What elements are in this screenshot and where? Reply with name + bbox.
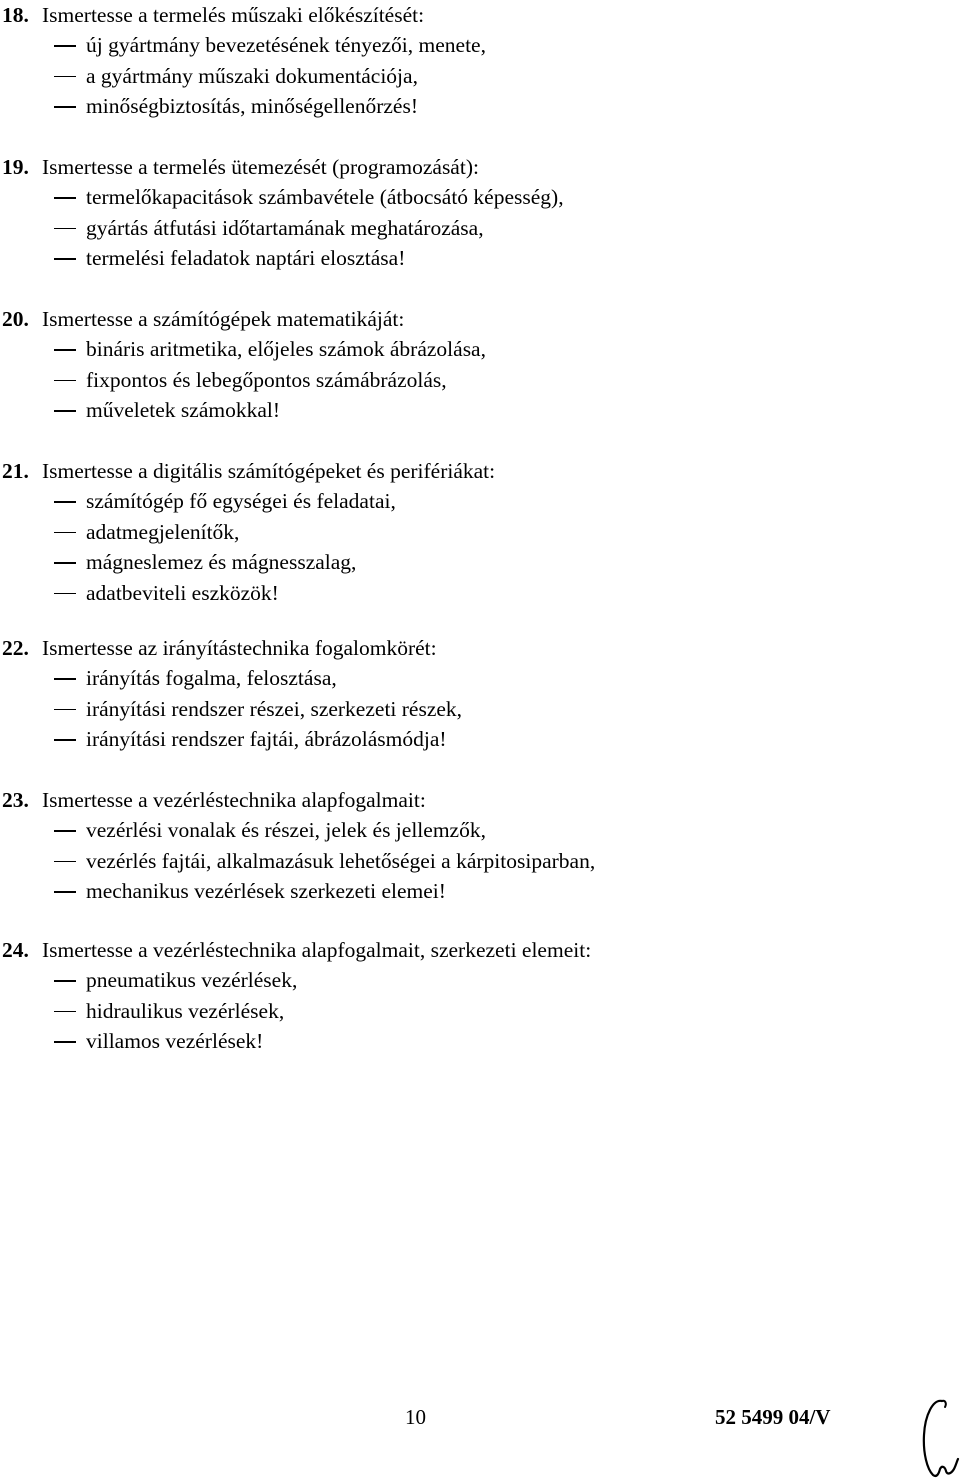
list-item-text: műveletek számokkal! [86,398,281,423]
dash-bullet-icon [54,197,76,198]
dash-bullet-icon [54,830,76,831]
question-heading [2,785,942,815]
question-24 [2,935,942,1057]
question-title: Ismertesse a digitális számítógépeket és perifériákat: [42,459,496,483]
question-22 [2,633,942,755]
list-item-text: termelési feladatok naptári elosztása! [86,246,406,271]
page-number: 10 [405,1405,426,1429]
dash-bullet-icon [54,1041,76,1042]
list-item [2,965,942,995]
dash-bullet-icon [54,891,76,892]
list-item [2,30,942,60]
question-18 [2,0,942,122]
list-item [2,334,942,364]
question-number: 23. [2,788,29,812]
list-item [2,996,942,1026]
list-item-text: irányítási rendszer részei, szerkezeti részek, [86,696,463,721]
list-item [2,486,942,516]
document-code: 52 5499 04/V [715,1405,831,1429]
list-item-text: minőségbiztosítás, minőségellenőrzés! [86,94,418,119]
list-item-text: adatmegjelenítők, [86,519,240,544]
question-21 [2,456,942,608]
list-item-text: hidraulikus vezérlések, [86,998,285,1023]
list-item [2,61,942,91]
dash-bullet-icon [54,258,76,259]
dash-bullet-icon [54,562,76,563]
list-item [2,547,942,577]
list-item-text: számítógép fő egységei és feladatai, [86,489,396,514]
dash-bullet-icon [54,532,76,533]
dash-bullet-icon [54,593,76,594]
list-item-text: mágneslemez és mágnesszalag, [86,550,357,575]
question-heading [2,0,942,30]
list-item-text: mechanikus vezérlések szerkezeti elemei! [86,879,446,904]
question-heading [2,304,942,334]
list-item [2,815,942,845]
list-item [2,395,942,425]
dash-bullet-icon [54,1011,76,1012]
list-item-text: villamos vezérlések! [86,1029,264,1054]
list-item [2,578,942,608]
question-title: Ismertesse a számítógépek matematikáját: [42,307,405,331]
dash-bullet-icon [54,76,76,77]
dash-bullet-icon [54,228,76,229]
list-item [2,243,942,273]
list-item-text: irányítás fogalma, felosztása, [86,666,337,691]
list-item-text: új gyártmány bevezetésének tényezői, menete, [86,33,486,58]
dash-bullet-icon [54,739,76,740]
list-item-text: a gyártmány műszaki dokumentációja, [86,63,418,88]
question-number: 19. [2,155,29,179]
question-title: Ismertesse az irányítástechnika fogalomkörét: [42,636,437,660]
question-title: Ismertesse a termelés ütemezését (programozását): [42,155,479,179]
dash-bullet-icon [54,501,76,502]
question-title: Ismertesse a vezérléstechnika alapfogalmait: [42,788,426,812]
list-item [2,694,942,724]
list-item [2,876,942,906]
question-number: 22. [2,636,29,660]
list-item [2,517,942,547]
question-heading [2,935,942,965]
dash-bullet-icon [54,410,76,411]
list-item-text: irányítási rendszer fajtái, ábrázolásmódja! [86,727,447,752]
dash-bullet-icon [54,678,76,679]
question-19 [2,152,942,274]
list-item [2,724,942,754]
dash-bullet-icon [54,106,76,107]
question-number: 21. [2,459,29,483]
list-item-text: vezérlési vonalak és részei, jelek és jellemzők, [86,818,486,843]
dash-bullet-icon [54,349,76,350]
question-title: Ismertesse a vezérléstechnika alapfogalmait, szerkezeti elemeit: [42,938,592,962]
question-number: 18. [2,3,29,27]
list-item-text: vezérlés fajtái, alkalmazásuk lehetőségei a kárpitosiparban, [86,848,596,873]
dash-bullet-icon [54,861,76,862]
list-item-text: termelőkapacitások számbavétele (átbocsátó képesség), [86,185,564,210]
list-item [2,663,942,693]
question-title: Ismertesse a termelés műszaki előkészítését: [42,3,425,27]
question-heading [2,456,942,486]
list-item [2,1026,942,1056]
list-item-text: pneumatikus vezérlések, [86,968,298,993]
list-item-text: adatbeviteli eszközök! [86,580,279,605]
question-23 [2,785,942,907]
dash-bullet-icon [54,380,76,381]
list-item [2,846,942,876]
handwritten-signature-icon [915,1395,960,1478]
dash-bullet-icon [54,709,76,710]
question-number: 24. [2,938,29,962]
question-heading [2,152,942,182]
list-item [2,213,942,243]
list-item [2,365,942,395]
question-20 [2,304,942,426]
list-item-text: fixpontos és lebegőpontos számábrázolás, [86,367,447,392]
question-number: 20. [2,307,29,331]
list-item [2,182,942,212]
list-item-text: gyártás átfutási időtartamának meghatározása, [86,215,484,240]
list-item [2,91,942,121]
dash-bullet-icon [54,980,76,981]
list-item-text: bináris aritmetika, előjeles számok ábrázolása, [86,337,486,362]
dash-bullet-icon [54,45,76,46]
question-heading [2,633,942,663]
